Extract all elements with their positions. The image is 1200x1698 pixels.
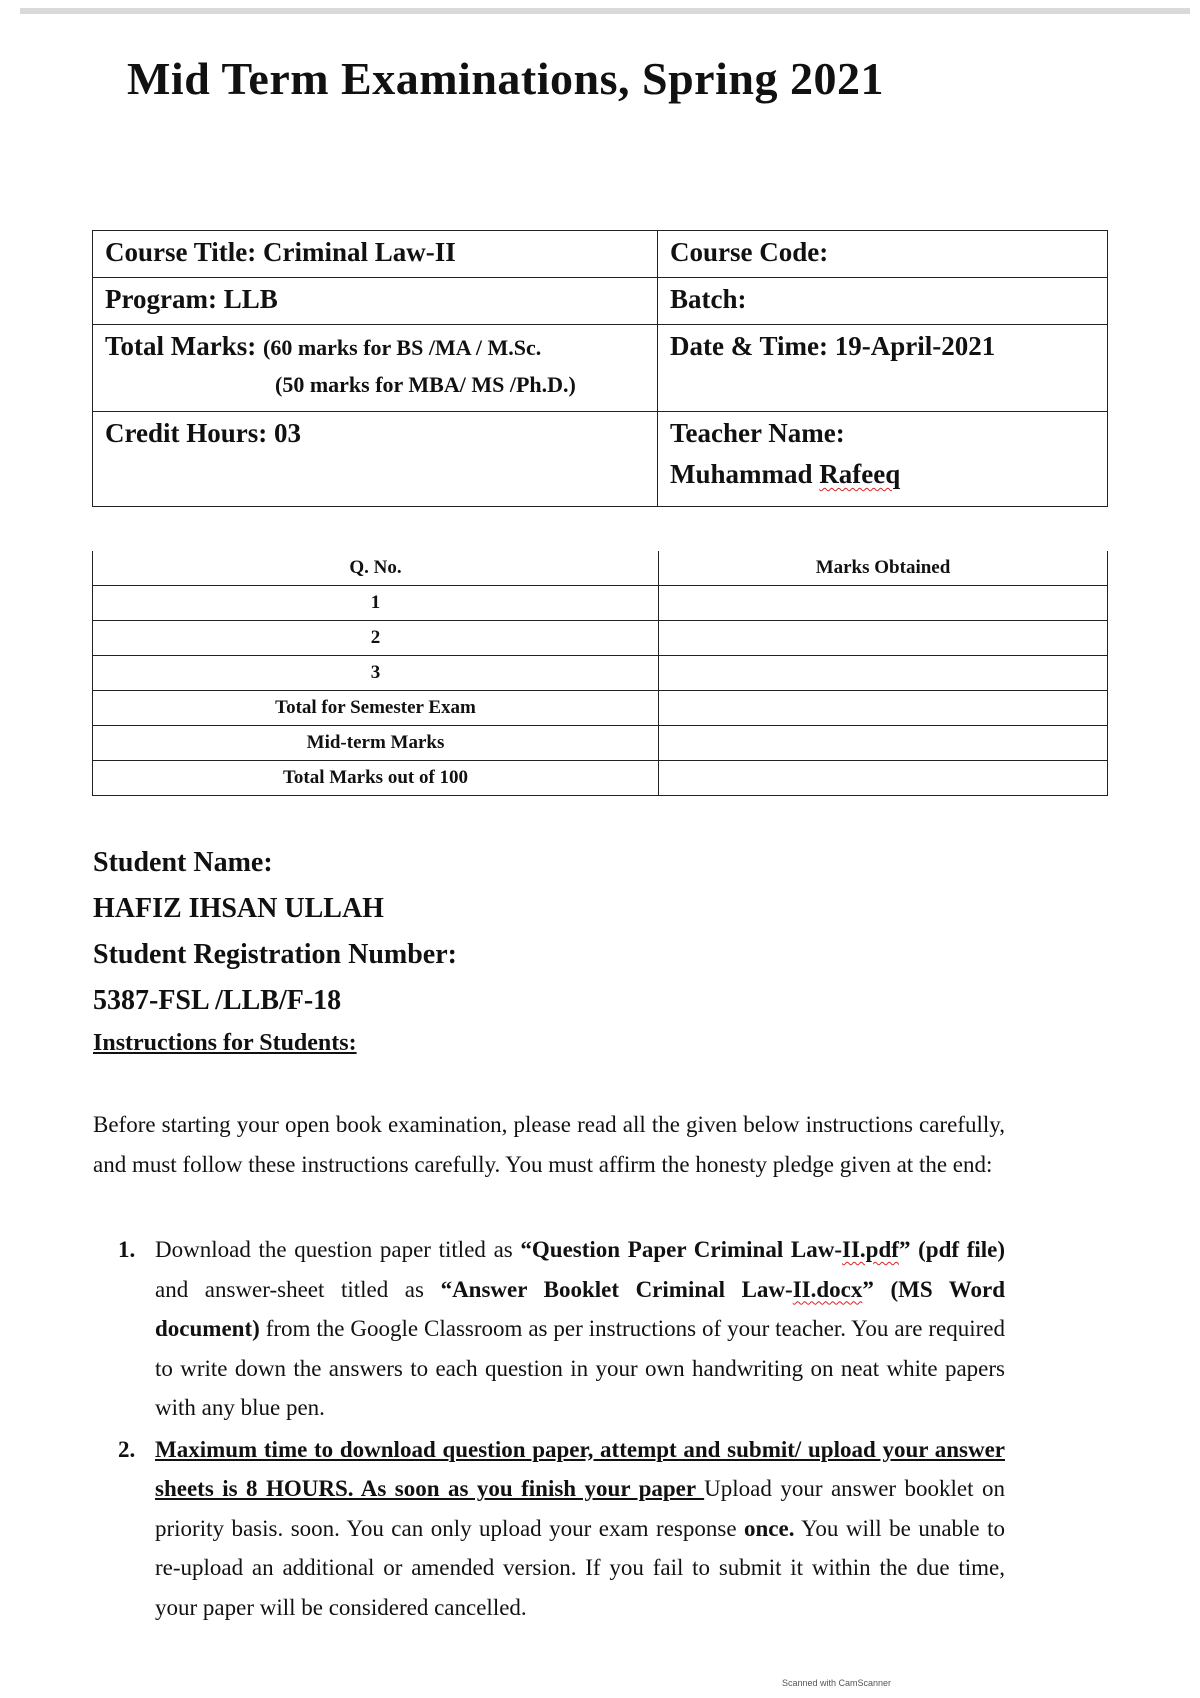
marks-cell <box>659 726 1108 761</box>
date-time-cell: Date & Time: 19-April-2021 <box>658 325 1108 412</box>
student-name-label: Student Name: <box>93 847 273 878</box>
item-text: You will be unable to re-upload an additional or amended version. If you fail to submit it within the due time, your paper will be considered cancelled. <box>155 1515 1006 1620</box>
row-label: 2 <box>93 621 659 656</box>
list-item <box>93 1430 1005 1628</box>
course-title-cell: Course Title: Criminal Law-II <box>93 231 658 278</box>
instructions-intro: Before starting your open book examination, please read all the given below instructions carefully, and must follow these instructions carefully. You must affirm the honesty pledge given at the end: <box>93 1112 1005 1177</box>
item-underlined-text: Maximum time to download question paper, attempt and submit/ upload your answer sheets is 8 HOURS. As soon as you finish your paper <box>155 1436 1005 1501</box>
marks-cell <box>659 586 1108 621</box>
course-code-cell: Course Code: <box>658 231 1108 278</box>
marks-table <box>92 551 1108 796</box>
batch-cell: Batch: <box>658 278 1108 325</box>
total-marks-label: Total Marks: <box>105 331 257 361</box>
marks-cell <box>659 691 1108 726</box>
teacher-name <box>670 459 1095 490</box>
course-info-table <box>92 230 1108 507</box>
item-bold <box>520 1237 1005 1262</box>
table-row <box>93 621 1108 656</box>
student-reg-number: 5387-FSL /LLB/F-18 <box>93 985 342 1016</box>
marks-header-qno: Q. No. <box>93 551 659 586</box>
table-row <box>93 761 1108 796</box>
row-label: Total Marks out of 100 <box>93 761 659 796</box>
item-text: from the Google Classroom as per instructions of your teacher. You are required to write down the answers to each question in your own handwriting on neat white papers with any blue pen. <box>155 1316 1005 1420</box>
item-text: Upload your answer booklet on priority basis. soon. You can only upload your exam response <box>155 1476 1005 1541</box>
teacher-last-name: Rafeeq <box>819 459 901 489</box>
row-label: 1 <box>93 586 659 621</box>
row-label: Mid-term Marks <box>93 726 659 761</box>
page-title: Mid Term Examinations, Spring 2021 <box>127 53 884 104</box>
table-row <box>93 691 1108 726</box>
total-marks-line2: (50 marks for MBA/ MS /Ph.D.) <box>275 372 576 397</box>
item-bold-filename: II.docx <box>792 1276 863 1302</box>
table-row <box>93 586 1108 621</box>
teacher-cell <box>658 412 1108 507</box>
item-bold-text: ” (pdf file) <box>898 1237 1005 1262</box>
marks-cell <box>659 761 1108 796</box>
total-marks-cell <box>93 325 658 412</box>
student-name: HAFIZ IHSAN ULLAH <box>93 893 384 924</box>
teacher-first-name: Muhammad <box>670 459 820 489</box>
list-item <box>93 1230 1005 1428</box>
instructions-list <box>93 1230 1005 1627</box>
item-bold-text: ” (MS Word document) <box>155 1276 1006 1341</box>
student-reg-label: Student Registration Number: <box>93 939 457 970</box>
marks-header-obtained: Marks Obtained <box>659 551 1108 586</box>
item-text: and answer-sheet titled as <box>155 1276 441 1302</box>
table-row <box>93 726 1108 761</box>
item-bold-text: “Question Paper Criminal Law- <box>520 1237 843 1262</box>
item-number: 2. <box>118 1436 136 1462</box>
row-label: 3 <box>93 656 659 691</box>
item-bold-text: “Answer Booklet Criminal Law- <box>440 1276 793 1302</box>
item-text: Download the question paper titled as <box>155 1237 521 1262</box>
scan-top-edge <box>20 8 1190 14</box>
instructions-heading: Instructions for Students: <box>93 1030 357 1056</box>
item-number: 1. <box>118 1237 136 1262</box>
marks-cell <box>659 621 1108 656</box>
table-row <box>93 656 1108 691</box>
item-bold: once. <box>744 1515 795 1541</box>
program-cell: Program: LLB <box>93 278 658 325</box>
item-bold-filename: II.pdf <box>842 1237 899 1262</box>
row-label: Total for Semester Exam <box>93 691 659 726</box>
teacher-label: Teacher Name: <box>670 418 845 448</box>
credit-hours-cell: Credit Hours: 03 <box>93 412 658 507</box>
total-marks-line1: (60 marks for BS /MA / M.Sc. <box>263 335 542 360</box>
marks-cell <box>659 656 1108 691</box>
scan-watermark: Scanned with CamScanner <box>782 1678 892 1688</box>
